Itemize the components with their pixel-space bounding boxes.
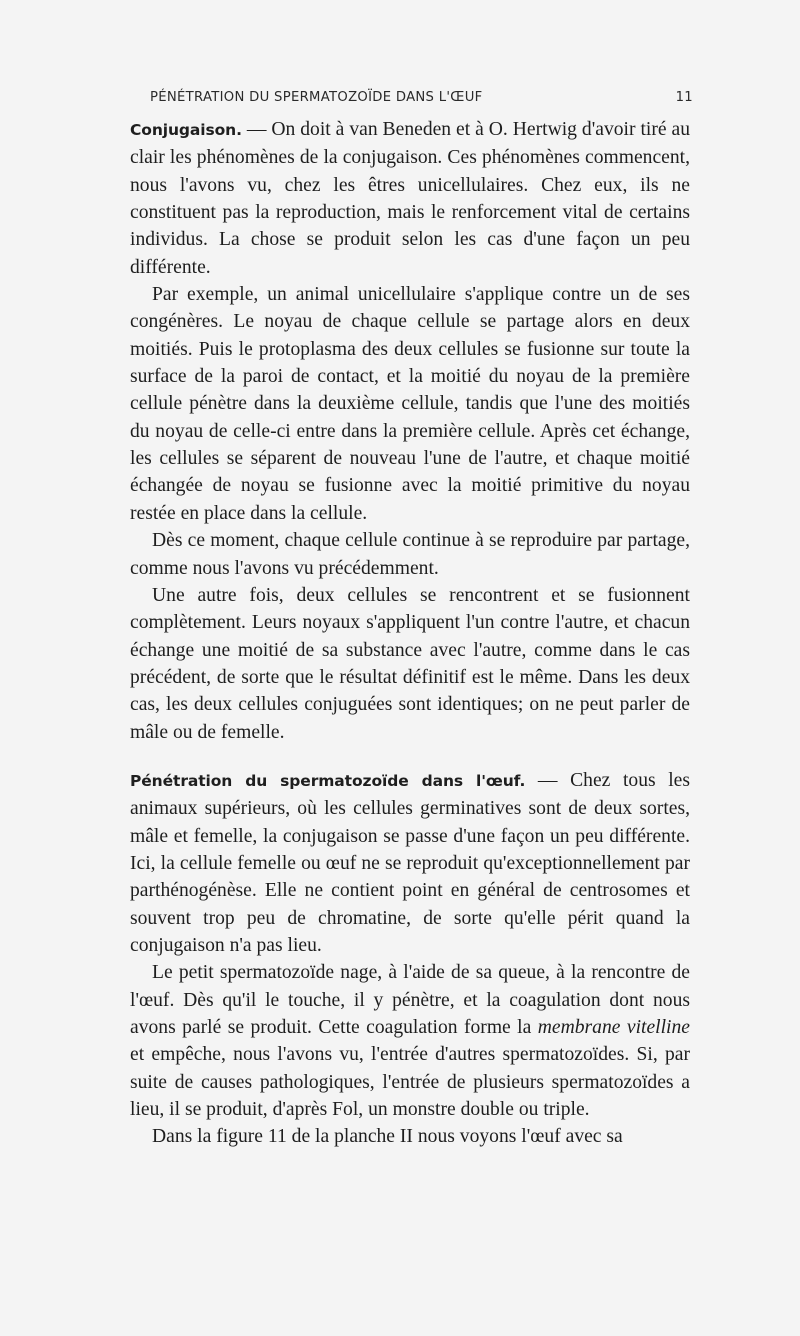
section-heading-penetration: Pénétration du spermatozoïde dans l'œuf. <box>130 771 526 790</box>
paragraph: Dans la figure 11 de la planche II nous voyons l'œuf avec sa <box>152 1126 623 1148</box>
section-heading-conjugaison: Conjugaison. <box>130 121 242 139</box>
paragraph-text: — Chez tous les animaux supérieurs, où les cellules germinatives sont de deux sortes, mâle et femelle, la conjugaison se passe d'une façon un peu différente. Ici, la cellule femelle ou œuf ne se reproduit qu'exceptionnellement par parthénogénèse. Elle ne contient point en général de centrosomes et souvent trop peu de chromatine, de sorte qu'elle périt quand la conjugaison n'a pas lieu. <box>130 769 690 956</box>
page-number: 11 <box>675 90 693 105</box>
paragraph-text: et empêche, nous l'avons vu, l'entrée d'autres spermatozoïdes. Si, par suite de causes pathologiques, l'entrée de plusieurs spermatozoïdes a lieu, il se produit, d'après Fol, un monstre double ou triple. <box>130 1044 690 1121</box>
book-page <box>130 88 693 1151</box>
running-title: PÉNÉTRATION DU SPERMATOZOÏDE DANS L'ŒUF <box>150 90 483 105</box>
italic-term: membrane vitelline <box>537 1017 690 1038</box>
paragraph-conjugaison-intro <box>130 116 690 281</box>
body-text <box>130 116 690 1151</box>
paragraph: Par exemple, un animal unicellulaire s'applique contre un de ses congénères. Le noyau de chaque cellule se partage alors en deux moitiés. Puis le protoplasma des deux cellules se fusionne sur toute la surface de la paroi de contact, et la moitié du noyau de la première cellule pénètre dans la deuxième cellule, tandis que l'une des moitiés du noyau de celle-ci entre dans la première cellule. Après cet échange, les cellules se séparent de nouveau l'une de l'autre, et chaque moitié échangée de noyau se fusionne avec la moitié primitive du noyau restée en place dans la cellule. <box>130 284 690 524</box>
paragraph-text: — On doit à van Beneden et à O. Hertwig d'avoir tiré au clair les phénomènes de la conjugaison. Ces phénomènes commencent, nous l'avons vu, chez les êtres unicellulaires. Chez eux, ils ne constituent pas la reproduction, mais le renforcement vital de certains individus. La chose se produit selon les cas d'une façon un peu différente. <box>130 119 690 278</box>
paragraph <box>130 959 690 1123</box>
paragraph: Une autre fois, deux cellules se rencontrent et se fusionnent complètement. Leurs noyaux s'appliquent l'un contre l'autre, et chacun échange une moitié de sa substance avec l'autre, comme dans le cas précédent, de sorte que le résultat définitif est le même. Dans les deux cas, les deux cellules conjuguées sont identiques; on ne peut parler de mâle ou de femelle. <box>130 584 690 743</box>
paragraph: Dès ce moment, chaque cellule continue à se reproduire par partage, comme nous l'avons vu précédemment. <box>130 530 690 579</box>
paragraph-text: Le petit spermatozoïde nage, à l'aide de sa queue, à la rencontre de l'œuf. Dès qu'il le touche, il y pénètre, et la coagulation dont nous avons parlé se produit. Cette coagulation forme la <box>130 962 690 1038</box>
paragraph-penetration-intro <box>130 767 690 959</box>
running-header <box>130 88 693 108</box>
section-spacer <box>130 746 690 767</box>
